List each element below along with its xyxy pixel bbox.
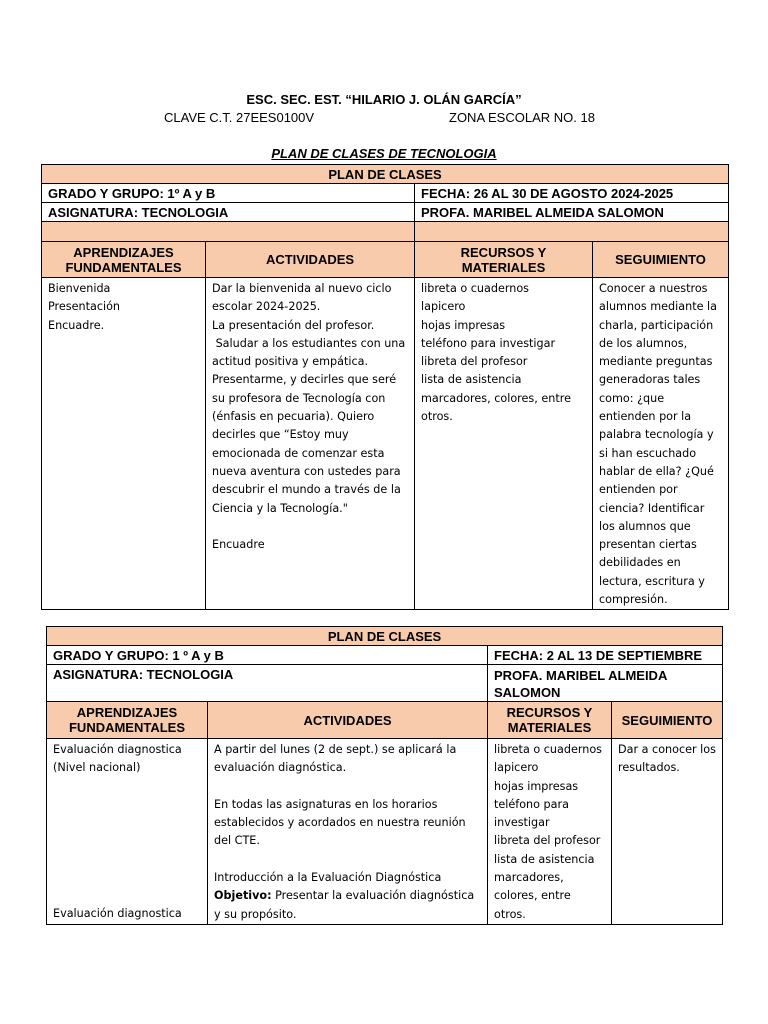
text-line: decirles que “Estoy muy	[212, 428, 349, 442]
text-line: lapicero	[421, 300, 466, 314]
text-line: Encuadre	[212, 538, 265, 552]
grado-grupo: GRADO Y GRUPO: 1 º A y B	[47, 646, 488, 665]
text-line: si han escuchado	[599, 446, 697, 460]
text-line: su profesora de Tecnología con	[212, 391, 386, 405]
col-header-recursos: RECURSOS Y MATERIALES	[488, 702, 612, 739]
text-line	[212, 518, 408, 536]
text-line: libreta del profesor	[421, 355, 528, 369]
text-line: escolar 2024-2025.	[212, 300, 321, 314]
text-line: lista de asistencia	[421, 373, 522, 387]
fecha: FECHA: 26 AL 30 DE AGOSTO 2024-2025	[415, 184, 729, 203]
text-line: (Nivel nacional)	[53, 761, 141, 775]
text-line: lectura, escritura y	[599, 574, 705, 588]
text-line: colores, entre	[494, 889, 571, 903]
text-line: investigar	[494, 816, 550, 830]
text-line: La presentación del profesor.	[212, 318, 375, 332]
objetivo-label: Objetivo:	[214, 889, 272, 903]
cell-actividades	[206, 278, 415, 610]
col-header-seguimiento: SEGUIMIENTO	[593, 242, 729, 278]
text-line	[214, 851, 481, 869]
text-line: hojas impresas	[421, 318, 506, 332]
text-line: lista de asistencia	[494, 852, 595, 866]
text-line: ciencia? Identificar	[599, 501, 705, 515]
plan-table-1	[41, 164, 729, 610]
text-line: como: ¿que	[599, 391, 665, 405]
col-header-aprendizajes: APRENDIZAJES FUNDAMENTALES	[47, 702, 208, 739]
text-line: entienden por la	[599, 410, 692, 424]
text-line: Bienvenida	[48, 282, 111, 295]
asignatura: ASIGNATURA: TECNOLOGIA	[47, 665, 488, 702]
spacer-row	[415, 222, 729, 242]
col-header-seguimiento: SEGUIMIENTO	[612, 702, 723, 739]
cell-seguimiento	[612, 739, 723, 925]
text-line: los alumnos que	[599, 519, 691, 533]
text-line: Evaluación diagnostica	[53, 743, 182, 756]
profesora: PROFA. MARIBEL ALMEIDA SALOMON	[415, 203, 729, 222]
text-line: Introducción a la Evaluación Diagnóstica	[214, 871, 442, 885]
spacer-row	[42, 222, 415, 242]
text-line: Dar la bienvenida al nuevo ciclo	[212, 282, 392, 295]
text-line: compresión.	[599, 593, 668, 607]
table-title: PLAN DE CLASES	[42, 165, 729, 184]
text-line: teléfono para investigar	[421, 336, 556, 350]
text-line: generadoras tales	[599, 373, 701, 387]
text-line: En todas las asignaturas en los horarios	[214, 797, 438, 811]
text-line: teléfono para	[494, 797, 569, 811]
text-line: actitud positiva y empática.	[212, 355, 369, 369]
cell-actividades	[208, 739, 488, 925]
text-line: de los alumnos,	[599, 336, 688, 350]
text-line	[214, 778, 481, 796]
cell-aprendizajes	[42, 278, 206, 610]
text-line: Ciencia y la Tecnología."	[212, 501, 348, 515]
text-line: Presentación	[48, 300, 121, 314]
zona-escolar: ZONA ESCOLAR NO. 18	[449, 110, 595, 125]
text-line: Saludar a los estudiantes con una	[212, 336, 406, 350]
text-line: alumnos mediante la	[599, 300, 717, 314]
text-line: mediante preguntas	[599, 355, 713, 369]
text-line: emocionada de comenzar esta	[212, 446, 385, 460]
plan-title: PLAN DE CLASES DE TECNOLOGIA	[271, 146, 497, 161]
text-line: Dar a conocer los	[618, 743, 716, 756]
text-line: libreta o cuadernos	[494, 743, 603, 756]
text-line: presentan ciertas	[599, 538, 697, 552]
text-line: entienden por	[599, 483, 678, 497]
text-line: Conocer a nuestros	[599, 282, 708, 295]
text-line: debilidades en	[599, 556, 681, 570]
text-line: hojas impresas	[494, 779, 579, 793]
text-line: lapicero	[494, 761, 539, 775]
profesora: PROFA. MARIBEL ALMEIDA SALOMON	[488, 665, 723, 702]
plan-table-2	[46, 626, 723, 925]
text-line: marcadores,	[494, 871, 564, 885]
text-line: (énfasis en pecuaria). Quiero	[212, 410, 375, 424]
text-line: establecidos y acordados en nuestra reunión	[214, 816, 466, 830]
text-line: y su propósito.	[214, 907, 297, 921]
cell-aprendizajes	[47, 739, 208, 925]
text-line: marcadores, colores, entre	[421, 391, 571, 405]
grado-grupo: GRADO Y GRUPO: 1º A y B	[42, 184, 415, 203]
col-header-actividades: ACTIVIDADES	[206, 242, 415, 278]
text-line: otros.	[421, 410, 453, 424]
text-line: evaluación diagnóstica.	[214, 761, 347, 775]
text-line: nueva aventura con ustedes para	[212, 464, 401, 478]
clave-ct: CLAVE C.T. 27EES0100V	[164, 110, 315, 125]
col-header-actividades: ACTIVIDADES	[208, 702, 488, 739]
objetivo-text: Presentar la evaluación diagnóstica	[271, 889, 475, 903]
objetivo-line	[214, 887, 481, 905]
text-line: descubrir el mundo a través de la	[212, 483, 401, 497]
text-line: libreta o cuadernos	[421, 282, 530, 295]
text-line: Encuadre.	[48, 318, 105, 332]
cell-seguimiento	[593, 278, 729, 610]
text-line: Evaluación diagnostica	[53, 906, 182, 920]
text-line: otros.	[494, 907, 526, 921]
col-header-aprendizajes: APRENDIZAJES FUNDAMENTALES	[42, 242, 206, 278]
table-title: PLAN DE CLASES	[47, 627, 723, 646]
col-header-recursos: RECURSOS Y MATERIALES	[415, 242, 593, 278]
text-line: hablar de ella? ¿Qué	[599, 464, 714, 478]
text-line: A partir del lunes (2 de sept.) se aplicará la	[214, 743, 457, 756]
fecha: FECHA: 2 AL 13 DE SEPTIEMBRE	[488, 646, 723, 665]
cell-recursos	[415, 278, 593, 610]
text-line: Presentarme, y decirles que seré	[212, 373, 397, 387]
text-line: del CTE.	[214, 834, 260, 848]
text-line: charla, participación	[599, 318, 714, 332]
text-line: palabra tecnología y	[599, 428, 714, 442]
cell-recursos	[488, 739, 612, 925]
text-line: libreta del profesor	[494, 834, 601, 848]
school-name: ESC. SEC. EST. “HILARIO J. OLÁN GARCÍA”	[246, 92, 522, 107]
asignatura: ASIGNATURA: TECNOLOGIA	[42, 203, 415, 222]
text-line: resultados.	[618, 761, 680, 775]
